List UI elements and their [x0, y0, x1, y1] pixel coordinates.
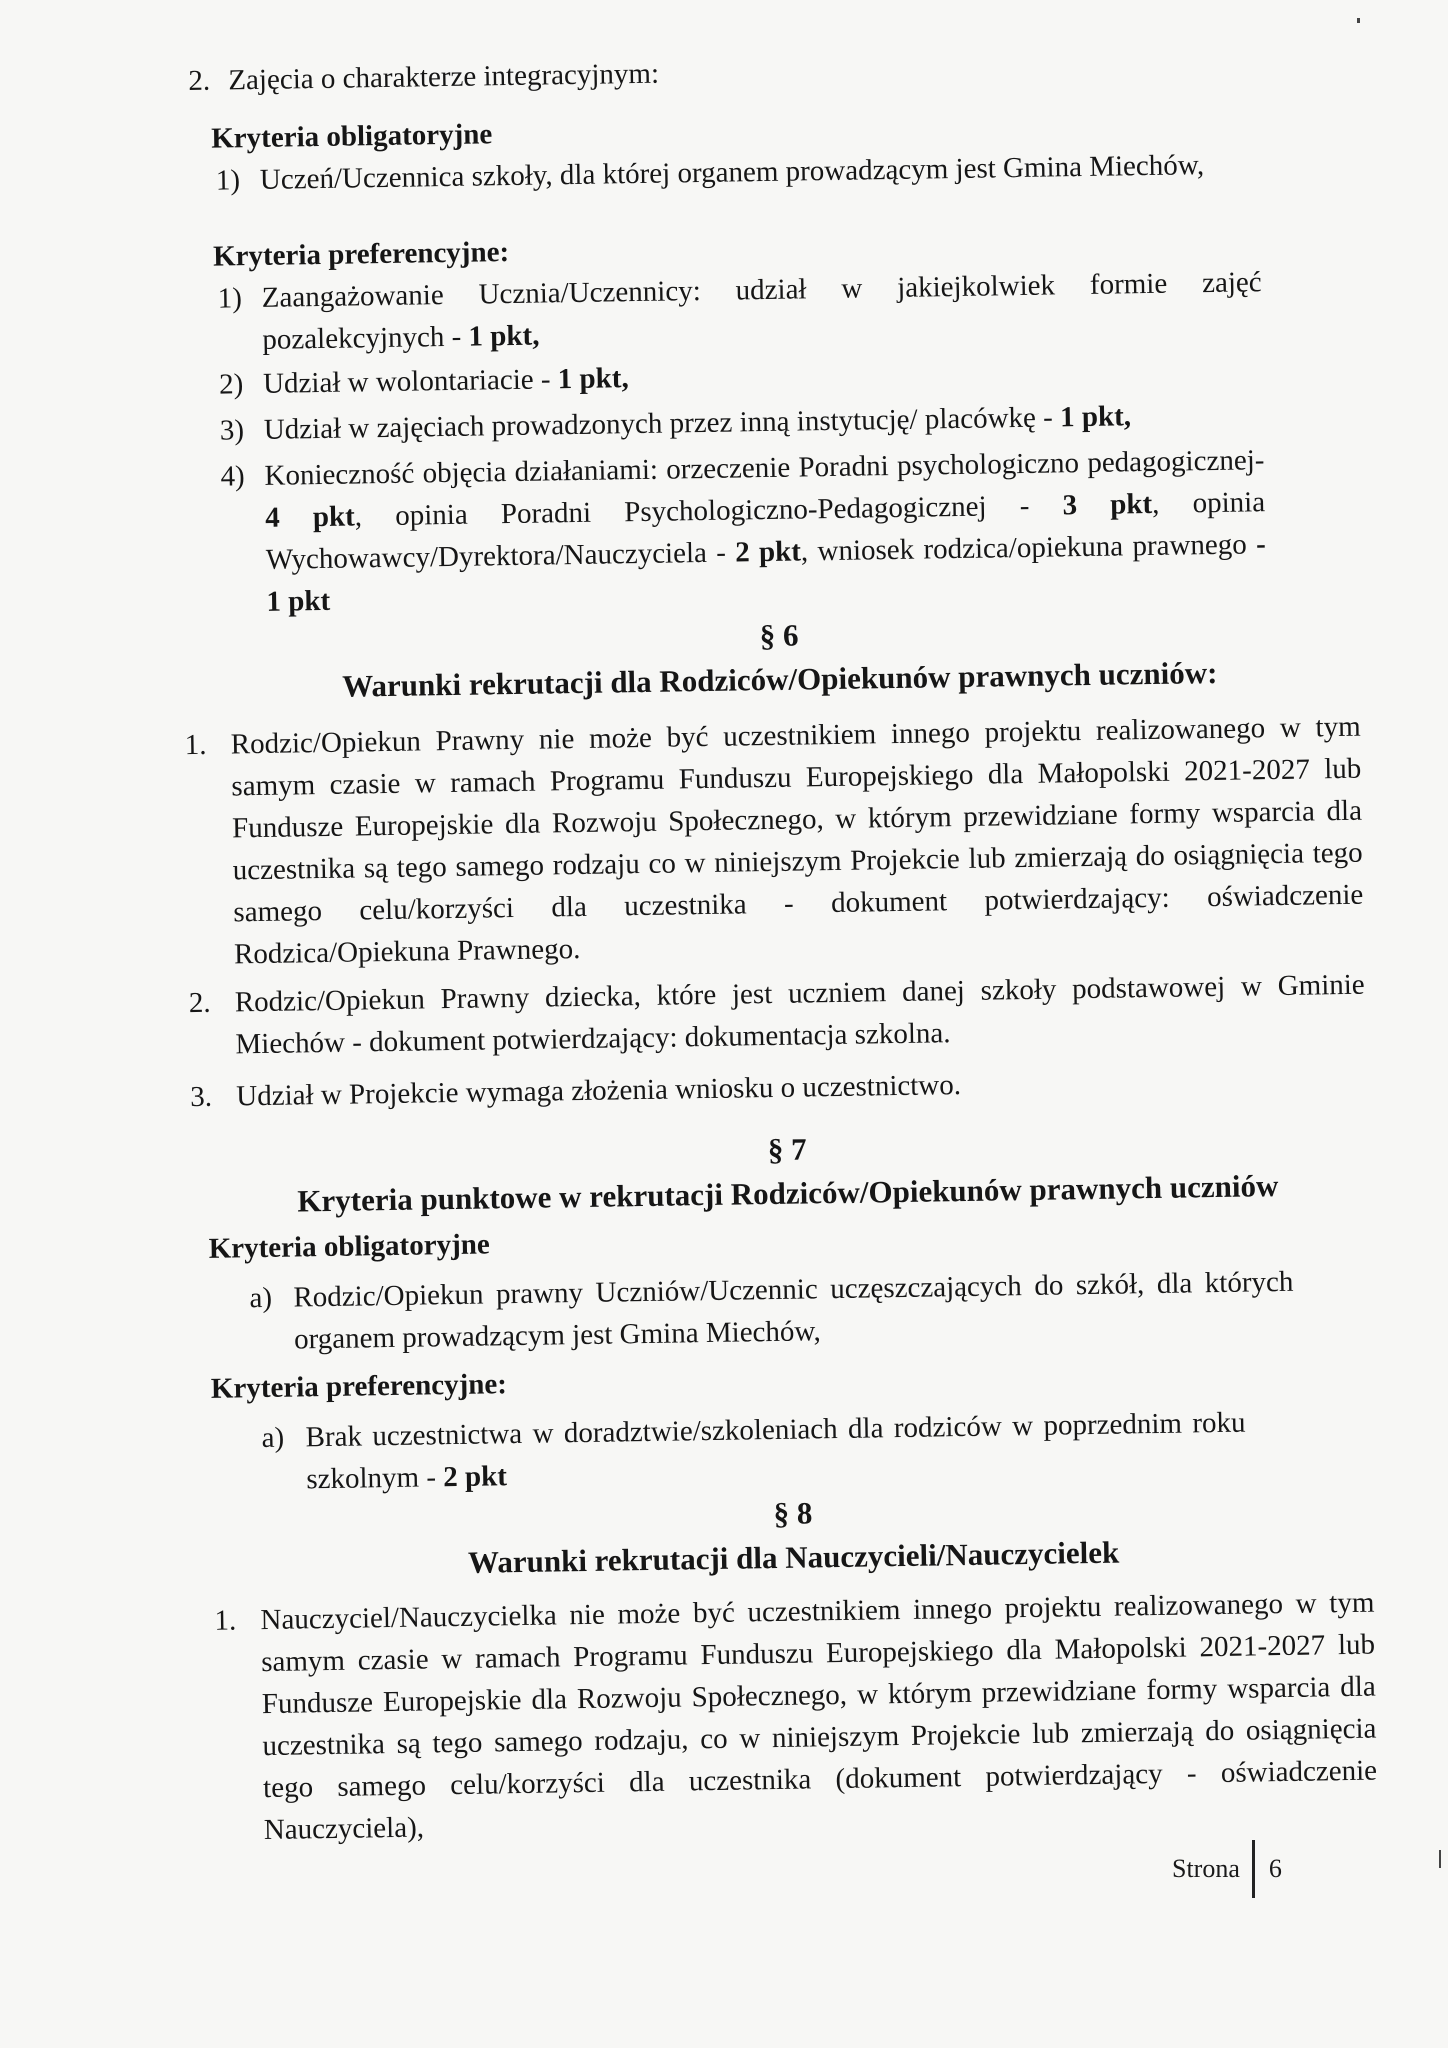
points: 1 pkt, — [1059, 400, 1132, 434]
list-item — [188, 42, 1351, 102]
item-text: Konieczność objęcia działaniami: orzeczenie Poradni psychologiczno pedagogicznej- — [264, 444, 1265, 492]
page-footer — [1172, 1840, 1282, 1898]
item-text: , wniosek rodzica/opiekuna prawnego — [800, 528, 1257, 568]
list-item — [261, 1402, 1246, 1501]
item-text: Zaangażowanie Ucznia/Uczennicy: udział w jakiejkolwiek formie zajęć pozalekcyjnych - — [261, 266, 1262, 356]
item-number: 3) — [219, 414, 245, 447]
item-text: Rodzic/Opiekun prawny Uczniów/Uczennic uczęszczających do szkół, dla których organem prowadzącym jest Gmina Miechów, — [293, 1265, 1294, 1356]
item-number: 1) — [215, 164, 241, 197]
section-sign: § 7 — [767, 1131, 807, 1168]
item-number: 2) — [218, 368, 244, 401]
item-text: Uczeń/Uczennica szkoły, dla której organem prowadzącym jest Gmina Miechów, — [259, 149, 1205, 196]
list-item — [220, 439, 1267, 623]
item-text: Udział w zajęciach prowadzonych przez inną instytucję/ placówkę - — [263, 401, 1061, 446]
footer-divider — [1252, 1840, 1255, 1898]
list-item — [184, 706, 1364, 976]
points: 3 pkt — [1062, 487, 1153, 522]
points: 1 pkt, — [557, 362, 629, 396]
item-number: 4) — [220, 460, 245, 493]
item-number: 2. — [188, 64, 211, 98]
item-number: 1. — [214, 1604, 237, 1637]
list-item — [188, 964, 1365, 1066]
criteria-heading: Kryteria obligatoryjne — [210, 118, 493, 155]
item-text: Nauczyciel/Nauczycielka nie może być uczestnikiem innego projektu realizowanego w tym samym czasie w ramach Programu Funduszu Europejskiego dla Małopolski 2021-2027 lub Fundusze Europejskie dla Rozwoju Społecznego, w którym przewidziane formy wsparcia dla uczestnika są tego samego rodzaju, co w niniejszym Projekcie lub zmierzają do osiągnięcia tego samego celu/korzyści dla uczestnika (dokument potwierdzający - oświadczenie Nauczyciela), — [260, 1586, 1378, 1847]
points: 1 pkt, — [468, 319, 540, 353]
list-item — [214, 1582, 1378, 1852]
points: 2 pkt — [734, 535, 802, 569]
scan-edge-mark — [1439, 1850, 1441, 1868]
points: 2 pkt — [442, 1460, 508, 1494]
item-text: Udział w Projekcie wymaga złożenia wniosku o uczestnictwo. — [236, 1069, 962, 1113]
list-item — [190, 1058, 1367, 1118]
list-item — [217, 261, 1262, 361]
document-body — [184, 42, 1378, 1852]
item-number: 2. — [188, 986, 211, 1020]
page-number: 6 — [1268, 1854, 1282, 1883]
item-text: Rodzic/Opiekun Prawny dziecka, które jest uczniem danej szkoły podstawowej w Gminie Miechów - dokument potwierdzający: dokumentacja szkolna. — [234, 968, 1365, 1061]
criteria-heading: Kryteria obligatoryjne — [208, 1228, 490, 1265]
item-text: , opinia Poradni Psychologiczno-Pedagogicznej - — [354, 489, 1063, 533]
item-text: Brak uczestnictwa w doradztwie/szkoleniach dla rodziców w poprzednim roku szkolnym - — [305, 1406, 1246, 1496]
item-number: 1. — [184, 728, 207, 762]
item-text: , opinia Wychowawcy/Dyrektora/Nauczyciela - — [265, 486, 1266, 576]
footer-label: Strona — [1172, 1854, 1240, 1883]
item-number: 1) — [217, 282, 243, 315]
section-title: Warunki rekrutacji dla Rodziców/Opiekunów prawnych uczniów: — [341, 654, 1218, 704]
section-title: Kryteria punktowe w rekrutacji Rodziców/Opiekunów prawnych uczniów — [297, 1168, 1279, 1219]
criteria-heading: Kryteria preferencyjne: — [210, 1368, 508, 1405]
item-number: 3. — [190, 1080, 213, 1114]
item-number: a) — [249, 1281, 273, 1315]
list-item — [249, 1261, 1294, 1361]
section-title: Warunki rekrutacji dla Nauczycieli/Nauczycielek — [467, 1534, 1120, 1580]
item-text: Rodzic/Opiekun Prawny nie może być uczestnikiem innego projektu realizowanego w tym samym czasie w ramach Programu Funduszu Europejskiego dla Małopolski 2021-2027 lub Fundusze Europejskie dla Rozwoju Społecznego, w którym przewidziane formy wsparcia dla uczestnika są tego samego rodzaju co w niniejszym Projekcie lub zmierzają do osiągnięcia tego samego celu/korzyści dla uczestnika - dokument potwierdzający: oświadczenie Rodzica/Opiekuna Prawnego. — [230, 710, 1364, 971]
item-number: a) — [261, 1421, 285, 1455]
section-sign: § 6 — [759, 617, 799, 654]
criteria-heading: Kryteria preferencyjne: — [212, 236, 510, 273]
item-text: Udział w wolontariacie - — [262, 363, 559, 400]
points: 4 pkt — [264, 500, 356, 534]
item-text: Zajęcia o charakterze integracyjnym: — [228, 57, 660, 97]
section-sign: § 8 — [773, 1495, 813, 1532]
points: - 1 pkt — [266, 528, 1267, 618]
scan-speck — [1357, 18, 1360, 23]
